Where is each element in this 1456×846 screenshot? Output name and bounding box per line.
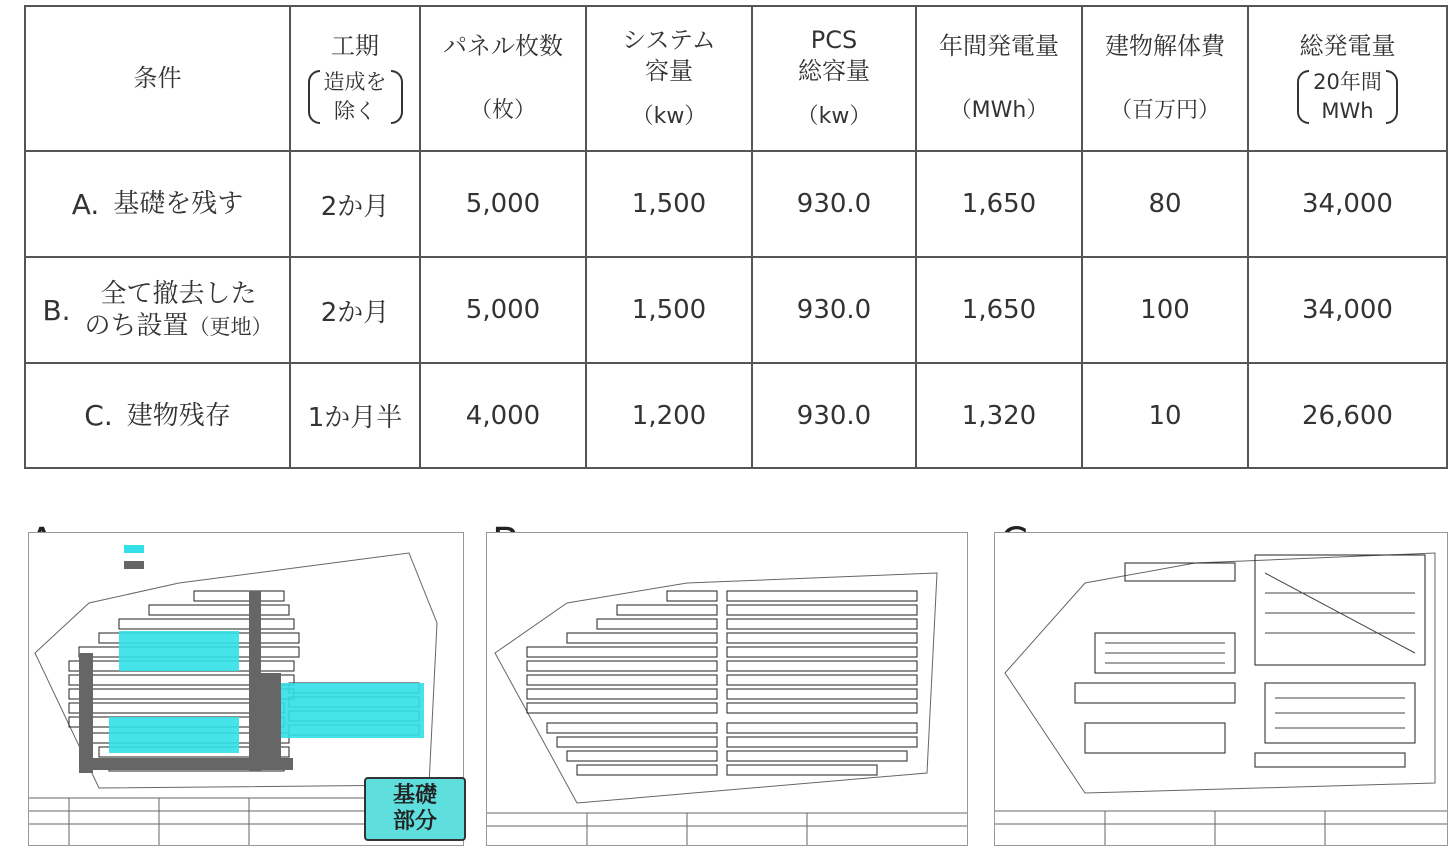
system-cell: 1,500 (586, 257, 752, 363)
annual-cell: 1,650 (916, 151, 1082, 257)
header-total: 総発電量 20年間 MWh (1248, 6, 1447, 151)
header-pcs: PCS 総容量 （kw） (752, 6, 916, 151)
header-panels: パネル枚数 （枚） (420, 6, 586, 151)
annual-cell: 1,650 (916, 257, 1082, 363)
site-plan-c (994, 532, 1448, 846)
total-note: 20年間 MWh (1297, 68, 1398, 126)
condition-cell: B. 全て撤去した のち設置（更地） (25, 257, 290, 363)
annual-cell: 1,320 (916, 363, 1082, 468)
period-note: 造成を 除く (308, 68, 403, 126)
demolition-cell: 100 (1082, 257, 1248, 363)
header-system: システム 容量 （kw） (586, 6, 752, 151)
total-cell: 34,000 (1248, 257, 1447, 363)
total-cell: 34,000 (1248, 151, 1447, 257)
system-cell: 1,200 (586, 363, 752, 468)
pcs-cell: 930.0 (752, 151, 916, 257)
panels-cell: 5,000 (420, 151, 586, 257)
pcs-cell: 930.0 (752, 363, 916, 468)
period-cell: 2か月 (290, 151, 420, 257)
site-plan-c-drawing (995, 533, 1447, 845)
condition-cell: A. 基礎を残す (25, 151, 290, 257)
header-annual: 年間発電量 （MWh） (916, 6, 1082, 151)
demolition-cell: 10 (1082, 363, 1248, 468)
period-cell: 2か月 (290, 257, 420, 363)
header-row (25, 6, 1447, 151)
pcs-cell: 930.0 (752, 257, 916, 363)
period-cell: 1か月半 (290, 363, 420, 468)
total-cell: 26,600 (1248, 363, 1447, 468)
header-period: 工期 造成を 除く (290, 6, 420, 151)
site-plan-b-drawing (487, 533, 967, 845)
condition-cell: C. 建物残存 (25, 363, 290, 468)
demolition-cell: 80 (1082, 151, 1248, 257)
table-row (25, 257, 1447, 363)
table-row (25, 151, 1447, 257)
header-demolition: 建物解体費 （百万円） (1082, 6, 1248, 151)
foundation-badge: 基礎 部分 (364, 777, 466, 841)
table-row (25, 363, 1447, 468)
site-plan-b (486, 532, 968, 846)
panels-cell: 4,000 (420, 363, 586, 468)
comparison-table (24, 5, 1448, 469)
system-cell: 1,500 (586, 151, 752, 257)
header-condition: 条件 (25, 6, 290, 151)
panels-cell: 5,000 (420, 257, 586, 363)
